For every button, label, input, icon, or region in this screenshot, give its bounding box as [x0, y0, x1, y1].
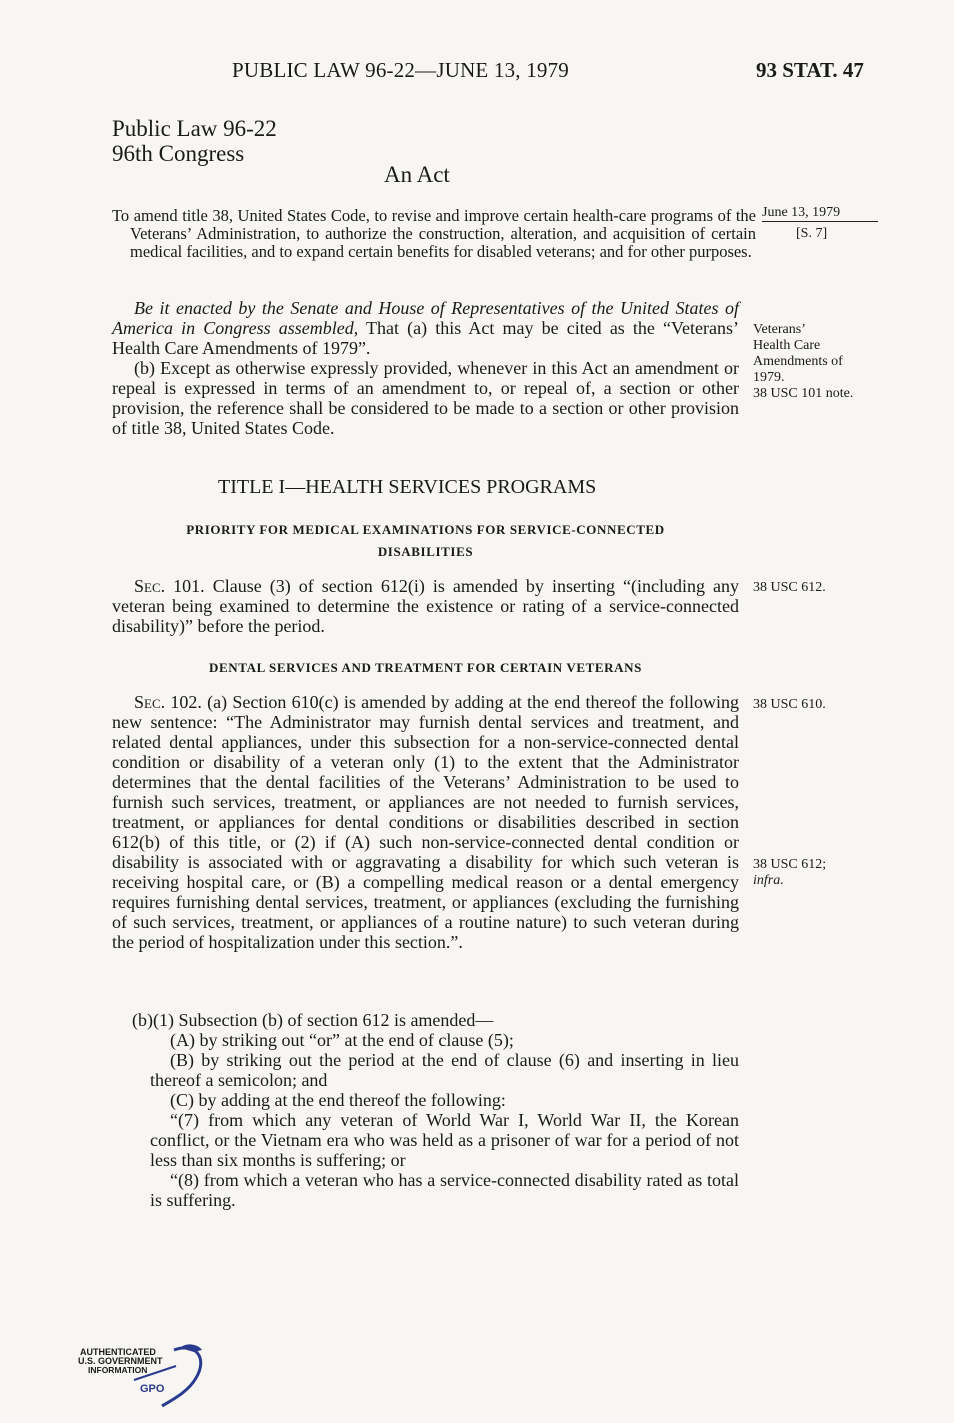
section-101-heading [112, 519, 739, 563]
margin-short-title [753, 322, 853, 402]
act-purpose: To amend title 38, United States Code, to revise and improve certain health-care programs of the Veterans’ Administration, to authorize the construction, alteration, and acquisition of certain medical facilities, and to expand certain benefits for disabled veterans; and for other purposes. [112, 206, 756, 261]
section-101-text [112, 576, 739, 636]
section-102-heading: DENTAL SERVICES AND TREATMENT FOR CERTAIN VETERANS [209, 660, 642, 675]
enacting-clause-text: That (a) this Act may be cited as the “Veterans’ Health Care Amendments of 1979”. [112, 318, 740, 358]
act-heading: An Act [384, 162, 450, 187]
margin-citation: 38 USC 610. [753, 697, 826, 712]
margin-short-title-line: Health Care [753, 338, 821, 353]
margin-citation-infra: infra. [753, 873, 784, 888]
section-body: Clause (3) of section 612(i) is amended by inserting “(including any veteran being examined to determine the existence or rating of a service-connected disability)” before the period. [112, 576, 739, 636]
margin-bill-number: [S. 7] [796, 226, 828, 241]
gpo-authentication-seal [76, 1340, 216, 1410]
section-body: (a) Section 610(c) is amended by adding at the end thereof the following new sentence: “The Administrator may furnish dental services and treatment, and related dental appliances, under this subsection for a non-service-connected dental condition or disability of a veteran only (1) to the extent that the Administrator determines that the dental facilities of the Veterans’ Administration to be used to furnish such services, treatment, or appliances are not needed to furnish services, treatment, or appliances for dental conditions or disabilities described in section 612(b) of this title, or (2) if (A) such non-service-connected dental condition or disability is associated with or aggravating a disability for which such veteran is receiving hospital care, or (B) a compelling medical reason or a dental emergency requires furnishing dental services, treatment, or appliances (excluding the furnishing of such services, treatment, or appliances of a routine nature) to such veteran during the period of hospitalization under this section.”. [112, 692, 739, 952]
margin-citation: 38 USC 612. [753, 580, 826, 595]
margin-date: June 13, 1979 [762, 205, 878, 222]
section-heading-line: PRIORITY FOR MEDICAL EXAMINATIONS FOR SERVICE-CONNECTED [186, 522, 665, 537]
paragraph-b: (b) Except as otherwise expressly provided, whenever in this Act an amendment or repeal is expressed in terms of an amendment to, or repeal of, a section or other provision, the reference shall be considered to be made to a section or other provision of title 38, United States Code. [112, 358, 739, 438]
seal-text-gpo: GPO [140, 1383, 165, 1395]
section-label: Sec. 102. [134, 692, 202, 712]
margin-short-title-line: Veterans’ [753, 322, 806, 337]
seal-text-information: INFORMATION [88, 1365, 148, 1375]
running-head: PUBLIC LAW 96-22—JUNE 13, 1979 [232, 58, 570, 82]
clause-b1: (b)(1) Subsection (b) of section 612 is amended— [132, 1010, 494, 1030]
enacting-clause-italic: Be it enacted by the Senate and House of Representatives of the United States of America in Congress assembled, [112, 298, 739, 338]
clause-7: “(7) from which any veteran of World War I, World War II, the Korean conflict, or the Vietnam era who was held as a prisoner of war for a period of not less than six months is suffering; or [150, 1110, 739, 1170]
clause-B: (B) by striking out the period at the end of clause (6) and inserting in lieu thereof a semicolon; and [150, 1050, 739, 1090]
margin-short-title-line: 1979. [753, 370, 785, 385]
statute-page-number: 93 STAT. 47 [756, 58, 864, 82]
clause-8: “(8) from which a veteran who has a service-connected disability rated as total is suffering. [150, 1170, 739, 1210]
title-heading: TITLE I—HEALTH SERVICES PROGRAMS [218, 476, 597, 498]
margin-citation: 38 USC 612; [753, 857, 827, 872]
public-law-number: Public Law 96-22 [112, 116, 277, 141]
margin-short-title-line: Amendments of [753, 354, 843, 369]
eagle-mark-icon [162, 1348, 201, 1406]
eagle-head-icon [180, 1344, 202, 1352]
section-102-text [112, 692, 739, 952]
clause-A: (A) by striking out “or” at the end of clause (5); [170, 1030, 514, 1050]
clause-C: (C) by adding at the end thereof the following: [170, 1090, 506, 1110]
subsection-b [112, 1010, 739, 1210]
congress-label: 96th Congress [112, 141, 245, 166]
seal-text-government: U.S. GOVERNMENT [78, 1356, 163, 1366]
section-label: Sec. 101. [134, 576, 205, 596]
enacting-clause [112, 298, 739, 358]
margin-citation: 38 USC 101 note. [753, 386, 854, 401]
seal-text-authenticated: AUTHENTICATED [80, 1347, 156, 1357]
section-heading-line: DISABILITIES [377, 544, 474, 559]
